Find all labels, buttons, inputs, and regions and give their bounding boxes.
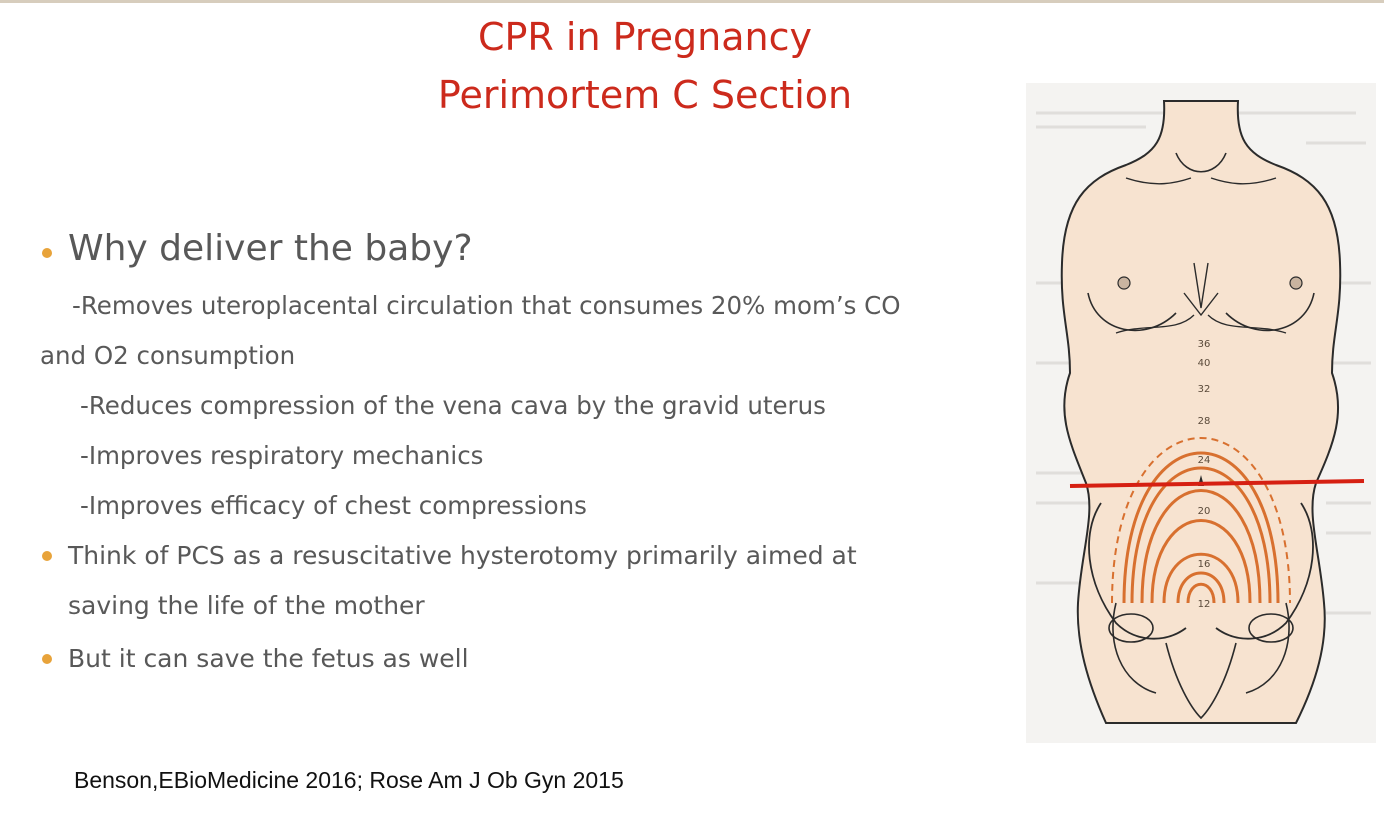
bullet-why-deliver	[42, 225, 473, 273]
bullet-dot-icon	[42, 654, 52, 664]
slide-title: CPR in Pregnancy	[477, 15, 813, 59]
week-label-16: 16	[1197, 559, 1211, 570]
week-label-40: 40	[1197, 358, 1211, 369]
bullet-text: Why deliver the baby?	[68, 228, 473, 269]
subpoint-removes-circulation-cont: and O2 consumption	[40, 341, 296, 370]
week-label-32: 32	[1197, 384, 1211, 395]
week-label-36: 36	[1197, 339, 1211, 350]
week-label-12: 12	[1197, 599, 1211, 610]
pregnant-torso-illustration	[1026, 83, 1376, 743]
bullet-dot-icon	[42, 248, 52, 258]
bullet-text: But it can save the fetus as well	[68, 644, 469, 673]
week-label-20: 20	[1197, 506, 1211, 517]
subpoint-removes-circulation: -Removes uteroplacental circulation that consumes 20% mom’s CO	[72, 291, 901, 320]
fundal-height-icon	[1026, 83, 1376, 743]
subpoint-reduces-compression: -Reduces compression of the vena cava by the gravid uterus	[80, 391, 826, 420]
nipple-right-icon	[1290, 277, 1302, 289]
week-label-28: 28	[1197, 416, 1211, 427]
bullet-pcs	[42, 538, 857, 574]
torso-outline	[1062, 101, 1341, 723]
slide-subtitle: Perimortem C Section	[437, 73, 853, 117]
subpoint-respiratory: -Improves respiratory mechanics	[80, 441, 484, 470]
citation: Benson,EBioMedicine 2016; Rose Am J Ob Gyn 2015	[74, 767, 624, 793]
subpoint-chest-compressions: -Improves efficacy of chest compressions	[80, 491, 587, 520]
bullet-text: Think of PCS as a resuscitative hysterotomy primarily aimed at	[68, 541, 857, 570]
nipple-left-icon	[1118, 277, 1130, 289]
bullet-dot-icon	[42, 551, 52, 561]
week-label-24: 24	[1197, 455, 1211, 466]
bullet-fetus	[42, 641, 469, 677]
bullet-pcs-cont: saving the life of the mother	[68, 591, 425, 620]
